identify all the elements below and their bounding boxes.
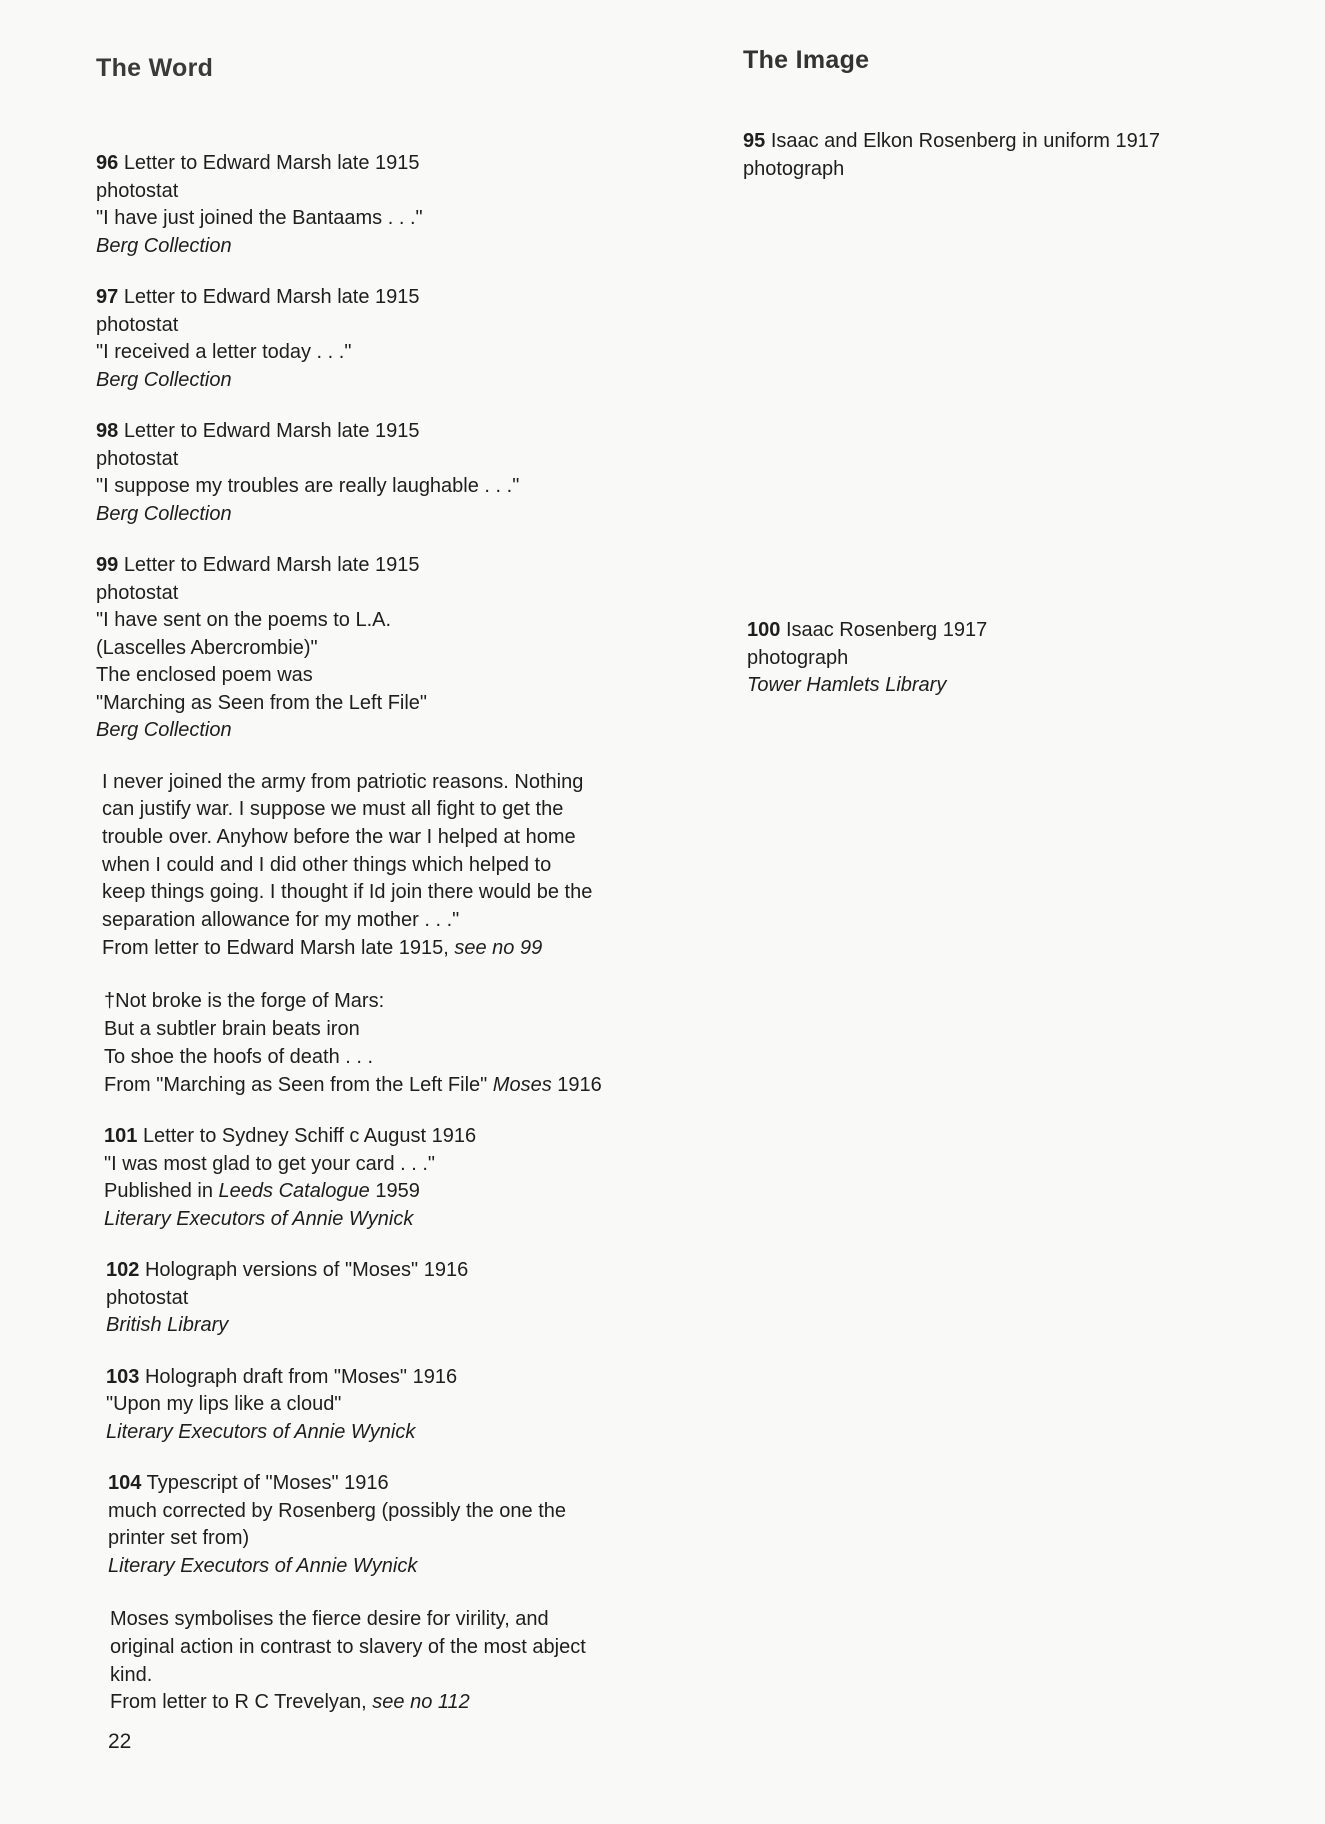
word-heading: The Word	[96, 54, 214, 82]
entry-102	[106, 1257, 716, 1340]
entry-99	[96, 552, 716, 745]
poem-year: 1916	[551, 1073, 602, 1096]
entry-line: "I have sent on the poems to L.A.	[96, 609, 392, 631]
entry-line: "Upon my lips like a cloud"	[106, 1393, 342, 1416]
entry-line: printer set from)	[108, 1527, 250, 1550]
entry-pub-prefix: Published in	[104, 1180, 219, 1203]
entry-source: Tower Hamlets Library	[747, 674, 947, 696]
entry-line: "I received a letter today . . ."	[96, 341, 352, 363]
quote-line: kind.	[110, 1663, 153, 1686]
entry-95	[743, 128, 1283, 183]
entry-title: Isaac Rosenberg 1917	[785, 619, 988, 641]
quote-line: separation allowance for my mother . . ."	[102, 909, 460, 932]
quote-line: trouble over. Anyhow before the war I helped at home	[102, 825, 576, 848]
entry-source: Berg Collection	[96, 719, 232, 741]
entry-source: Berg Collection	[96, 368, 232, 391]
entry-line: photostat	[106, 1286, 189, 1309]
poem-line: But a subtler brain beats iron	[104, 1018, 360, 1041]
entry-103	[106, 1364, 716, 1447]
poem-attribution: From "Marching as Seen from the Left File"	[104, 1073, 493, 1096]
entry-number: 103	[106, 1365, 140, 1388]
quote-moses	[110, 1606, 716, 1717]
entry-line: "I have just joined the Bantaams . . ."	[96, 207, 423, 229]
entry-number: 102	[106, 1259, 140, 1282]
entry-number: 97	[96, 286, 119, 308]
entry-line: photostat	[96, 581, 179, 604]
entry-title: Letter to Edward Marsh late 1915	[123, 286, 420, 308]
quote-reference: see no 112	[372, 1691, 470, 1714]
entry-line: photograph	[743, 157, 845, 180]
entry-number: 99	[96, 554, 119, 576]
poem-line: †Not broke is the forge of Mars:	[104, 990, 385, 1013]
quote-army	[102, 769, 716, 963]
image-column	[743, 46, 1283, 700]
entry-96	[96, 150, 716, 260]
entry-line: (Lascelles Abercrombie)"	[96, 636, 318, 659]
quote-line: I never joined the army from patriotic reasons. Nothing	[102, 770, 584, 793]
entry-line: photograph	[747, 646, 849, 669]
entry-line: much corrected by Rosenberg (possibly the one the	[108, 1499, 567, 1522]
image-heading: The Image	[743, 46, 870, 74]
word-column	[96, 54, 716, 1717]
entry-number: 96	[96, 152, 119, 174]
entry-source: British Library	[106, 1314, 229, 1337]
entry-line: The enclosed poem was	[96, 664, 313, 686]
entry-source: Literary Executors of Annie Wynick	[104, 1207, 414, 1230]
entry-pub-title: Leeds Catalogue	[218, 1180, 370, 1203]
entry-title: Typescript of "Moses" 1916	[146, 1472, 389, 1495]
entry-title: Holograph versions of "Moses" 1916	[144, 1259, 469, 1282]
entry-line: "I was most glad to get your card . . ."	[104, 1152, 436, 1175]
entry-number: 98	[96, 420, 119, 442]
quote-line: Moses symbolises the fierce desire for virility, and	[110, 1608, 549, 1631]
entry-title: Letter to Edward Marsh late 1915	[123, 420, 420, 442]
quote-line: original action in contrast to slavery of the most abject	[110, 1635, 586, 1658]
entry-97	[96, 284, 716, 394]
entry-number: 100	[747, 619, 781, 641]
page-number: 22	[108, 1730, 132, 1753]
entry-line: photostat	[96, 313, 179, 336]
quote-attribution: From letter to Edward Marsh late 1915,	[102, 936, 455, 959]
quote-line: when I could and I did other things which helped to	[102, 853, 552, 876]
quote-attribution: From letter to R C Trevelyan,	[110, 1691, 373, 1714]
entry-title: Letter to Sydney Schiff c August 1916	[142, 1125, 477, 1148]
entry-100	[747, 617, 1283, 700]
poem-line: To shoe the hoofs of death . . .	[104, 1045, 374, 1068]
quote-line: can justify war. I suppose we must all fight to get the	[102, 798, 564, 821]
entry-number: 95	[743, 130, 766, 152]
entry-number: 101	[104, 1125, 138, 1148]
entry-source: Literary Executors of Annie Wynick	[108, 1554, 418, 1577]
quote-reference: see no 99	[454, 936, 543, 959]
entry-source: Berg Collection	[96, 234, 232, 257]
entry-title: Isaac and Elkon Rosenberg in uniform 1917	[770, 130, 1160, 152]
entry-title: Letter to Edward Marsh late 1915	[123, 554, 420, 576]
entry-98	[96, 418, 716, 528]
entry-number: 104	[108, 1472, 142, 1495]
entry-line: photostat	[96, 447, 179, 470]
entry-104	[108, 1470, 716, 1580]
poem-work: Moses	[492, 1073, 552, 1096]
poem-excerpt	[104, 988, 716, 1099]
entry-101	[104, 1123, 716, 1233]
entry-line: "I suppose my troubles are really laughable . . ."	[96, 475, 520, 497]
entry-pub-year: 1959	[369, 1180, 420, 1203]
entry-source: Literary Executors of Annie Wynick	[106, 1420, 416, 1443]
quote-line: keep things going. I thought if Id join there would be the	[102, 881, 593, 904]
entry-title: Holograph draft from "Moses" 1916	[144, 1365, 458, 1388]
entry-source: Berg Collection	[96, 502, 232, 525]
entry-title: Letter to Edward Marsh late 1915	[123, 152, 420, 174]
entry-line: "Marching as Seen from the Left File"	[96, 691, 428, 714]
entry-line: photostat	[96, 179, 179, 202]
